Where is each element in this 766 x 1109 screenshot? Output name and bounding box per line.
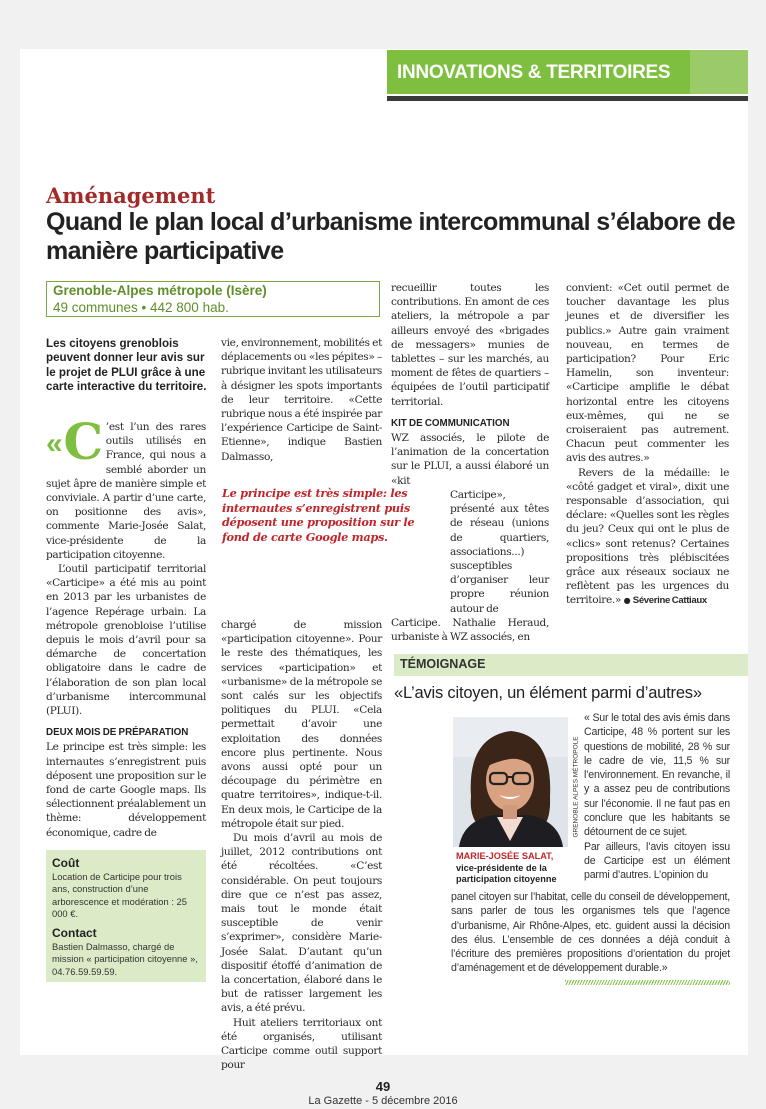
article-kicker: Aménagement bbox=[46, 183, 216, 208]
publication-date: La Gazette - 5 décembre 2016 bbox=[308, 1095, 458, 1107]
col3-paragraph-2b: Carticipe», présenté aux têtes de réseau (unions de quartiers, associations...) susceptibles d’organiser leur propre réunion autour de bbox=[450, 489, 549, 615]
article-column-3-bottom bbox=[391, 616, 549, 644]
author-signature: Séverine Cattiaux bbox=[632, 595, 707, 607]
section-rubric bbox=[387, 50, 748, 94]
caption-role: vice-présidente de la participation citoyenne bbox=[456, 862, 557, 884]
photo-caption bbox=[456, 851, 578, 886]
col1-subhead: DEUX MOIS DE PRÉPARATION bbox=[46, 727, 189, 739]
infobox-location: Grenoble-Alpes métropole (Isère) bbox=[53, 283, 267, 298]
col2-paragraph-1: vie, environnement, mobilités et déplacements ou «les pépites» – rubrique invitant les utilisateurs à désigner les spots importants de leur territoire. «Cette rubrique nous a été inspirée par l’expérience Carticipe de Saint-Etienne», indique Bastien Dalmasso, bbox=[221, 337, 382, 463]
cost-title: Coût bbox=[52, 856, 80, 870]
col3-paragraph-2: WZ associés, le pilote de l’animation de la concertation sur le PLUI, a aussi élaboré un «kit bbox=[391, 432, 549, 487]
testimony-paragraph-2: Par ailleurs, l’avis citoyen issu de Carticipe est un élément parmi d’autres. L’opinion du bbox=[584, 840, 730, 882]
infobox-population: 49 communes • 442 800 hab. bbox=[53, 300, 229, 315]
testimony-label: TÉMOIGNAGE bbox=[400, 657, 486, 671]
testimony-text-full: panel citoyen sur l’habitat, celle du conseil de développement, sans parler de tous les organismes tels que l’agence d’urbanisme, Air Rhône-Alpes, etc. guident aussi la décision des élus. L’ensemble de ces données a déjà conduit à l’écriture des premières propositions d’orientation du projet d’aménagement et de développement durable.» bbox=[451, 891, 730, 975]
photo-credit bbox=[570, 724, 580, 844]
rubric-underline bbox=[387, 96, 748, 101]
col3-paragraph-1: recueillir toutes les contributions. En amont de ces ateliers, la métropole a par ailleurs envoyé des «brigades de messagers» munies de tablettes – sur les marchés, au moment de fêtes de quartiers – équipées de l’outil participatif territorial. bbox=[391, 282, 549, 408]
testimony-paragraph-1: « Sur le total des avis émis dans Carticipe, 48 % portent sur les questions de mobilité, 28 % sur le cadre de vie, 11,5 % sur l’environnement. En revanche, il y a assez peu de contributions sur l’économie. Il ne faut pas en conclure que les habitants se détournent de ce sujet. bbox=[584, 712, 730, 839]
rubric-shade bbox=[690, 50, 748, 94]
col4-paragraph-1: convient: «Cet outil permet de toucher davantage les plus jeunes et de diversifier les publics.» Autre gain vraiment nouveau, en termes de participation? Pour Eric Hamelin, son inventeur: «Carticipe amplifie le débat horizontal entre les citoyens eux-mêmes, qui ne se croiseraient pas autrement. Chacun peut commenter les avis des autres.» bbox=[566, 282, 729, 465]
location-infobox bbox=[46, 281, 380, 317]
col1-paragraph-2: L’outil participatif territorial «Carticipe» a été mis au point en 2013 par les urbanistes de l’agence Repérage urbain. La métropole grenobloise l’utilise depuis le mois d’avril pour sa démarche de concertation obligatoire dans le cadre de l’élaboration de son plan local d’urbanisme intercommunal (PLUI). bbox=[46, 563, 206, 718]
col1-paragraph-3: Le principe est très simple: les internautes s’enregistrent puis déposent une proposition sur le fond de carte Google maps. Ils sélectionnent préalablement un thème: développement économique, cadre de bbox=[46, 741, 206, 839]
col4-paragraph-2 bbox=[566, 466, 729, 609]
contact-section bbox=[52, 926, 200, 978]
article-column-4 bbox=[566, 281, 729, 609]
contact-title: Contact bbox=[52, 926, 97, 941]
photo-credit-text: GRENOBLE ALPES MÉTROPOLE bbox=[572, 736, 580, 838]
cost-contact-box bbox=[46, 850, 206, 982]
col3-paragraph-2c: Carticipe. Nathalie Heraud, urbaniste à WZ associés, en bbox=[391, 617, 549, 644]
col2-paragraph-3: Du mois d’avril au mois de juillet, 2012 contributions ont été récoltées. «C’est considérable. On peut toujours dire que ce n’est pas assez, mais tout le monde était susceptible de venir s’exprimer», considère Marie-Josée Salat. D’autant qu’un dispositif étoffé d’animation de la concertation, élaboré dans le but de ratisser largement les avis, a été prévu. bbox=[221, 832, 382, 1015]
testimony-title: «L’avis citoyen, un élément parmi d’autres» bbox=[394, 684, 702, 702]
testimony-text-right bbox=[584, 711, 730, 883]
rubric-label: INNOVATIONS & TERRITOIRES bbox=[397, 62, 671, 83]
col2-paragraph-4: Huit ateliers territoriaux ont été organisés, utilisant Carticipe comme outil support pour bbox=[221, 1016, 382, 1072]
col3-subhead: KIT DE COMMUNICATION bbox=[391, 417, 510, 429]
dropcap-letter: C bbox=[63, 412, 103, 471]
article-column-1 bbox=[46, 412, 206, 840]
contact-text: Bastien Dalmasso, chargé de mission « participation citoyenne », 04.76.59.59.59. bbox=[52, 941, 198, 977]
col1-paragraph-1 bbox=[46, 412, 206, 562]
cost-section bbox=[52, 856, 200, 920]
testimony-hatch-rule bbox=[565, 980, 730, 985]
testimony-band bbox=[394, 654, 748, 676]
caption-name: MARIE-JOSÉE SALAT, bbox=[456, 851, 554, 861]
article-column-3 bbox=[391, 281, 549, 488]
article-column-2-top bbox=[221, 336, 382, 464]
article-headline: Quand le plan local d’urbanisme intercommunal s’élabore de manière participative bbox=[46, 208, 735, 265]
dropcap-quote: « bbox=[46, 427, 63, 460]
article-column-2 bbox=[221, 618, 382, 1073]
col1-p1-text: ’est l’un des rares outils utilisés en France, qui nous a semblé aborder un sujet âpre de manière simple et conviviale. A partir d’une carte, on positionne des avis», commente Marie-Josée Salat, vice-présidente de la participation citoyenne. bbox=[46, 421, 206, 561]
col4-p2-text: Revers de la médaille: le «côté gadget et viral», dixit une responsable d’association, qui déclare: «Quelles sont les règles du jeu? Ceux qui ont le plus de «clics» sont retenus? Certaines propositions très plébiscitées grâce aux réseaux sociaux ne reflètent pas les urgences du territoire.» bbox=[566, 466, 729, 607]
col2-paragraph-2: chargé de mission «participation citoyenne». Pour le reste des thématiques, les services «participation» et «urbanisme» de la métropole se sont calés sur les objectifs politiques du PLUI. «Cela permettait d’avoir une exploitation des données encore plus pertinente. Nous avons aussi opté pour un découpage du périmètre en quatre territoires», indique-t-il. En deux mois, le Carticipe de la métropole était sur pied. bbox=[221, 619, 382, 830]
page-number: 49 bbox=[375, 1079, 391, 1094]
article-standfirst: Les citoyens grenoblois peuvent donner leur avis sur le projet de PLUI grâce à une carte interactive du territoire. bbox=[46, 337, 207, 393]
cost-text: Location de Carticipe pour trois ans, construction d’une arborescence et modération : 25 000 €. bbox=[52, 871, 187, 919]
portrait-illustration bbox=[453, 717, 568, 847]
portrait-photo bbox=[453, 717, 568, 847]
end-bullet-icon: ● bbox=[623, 596, 631, 606]
pull-quote: Le principe est très simple: les internautes s’enregistrent puis déposent une proposition sur le fond de carte Google maps. bbox=[222, 486, 415, 544]
article-column-3-indent bbox=[450, 488, 549, 616]
